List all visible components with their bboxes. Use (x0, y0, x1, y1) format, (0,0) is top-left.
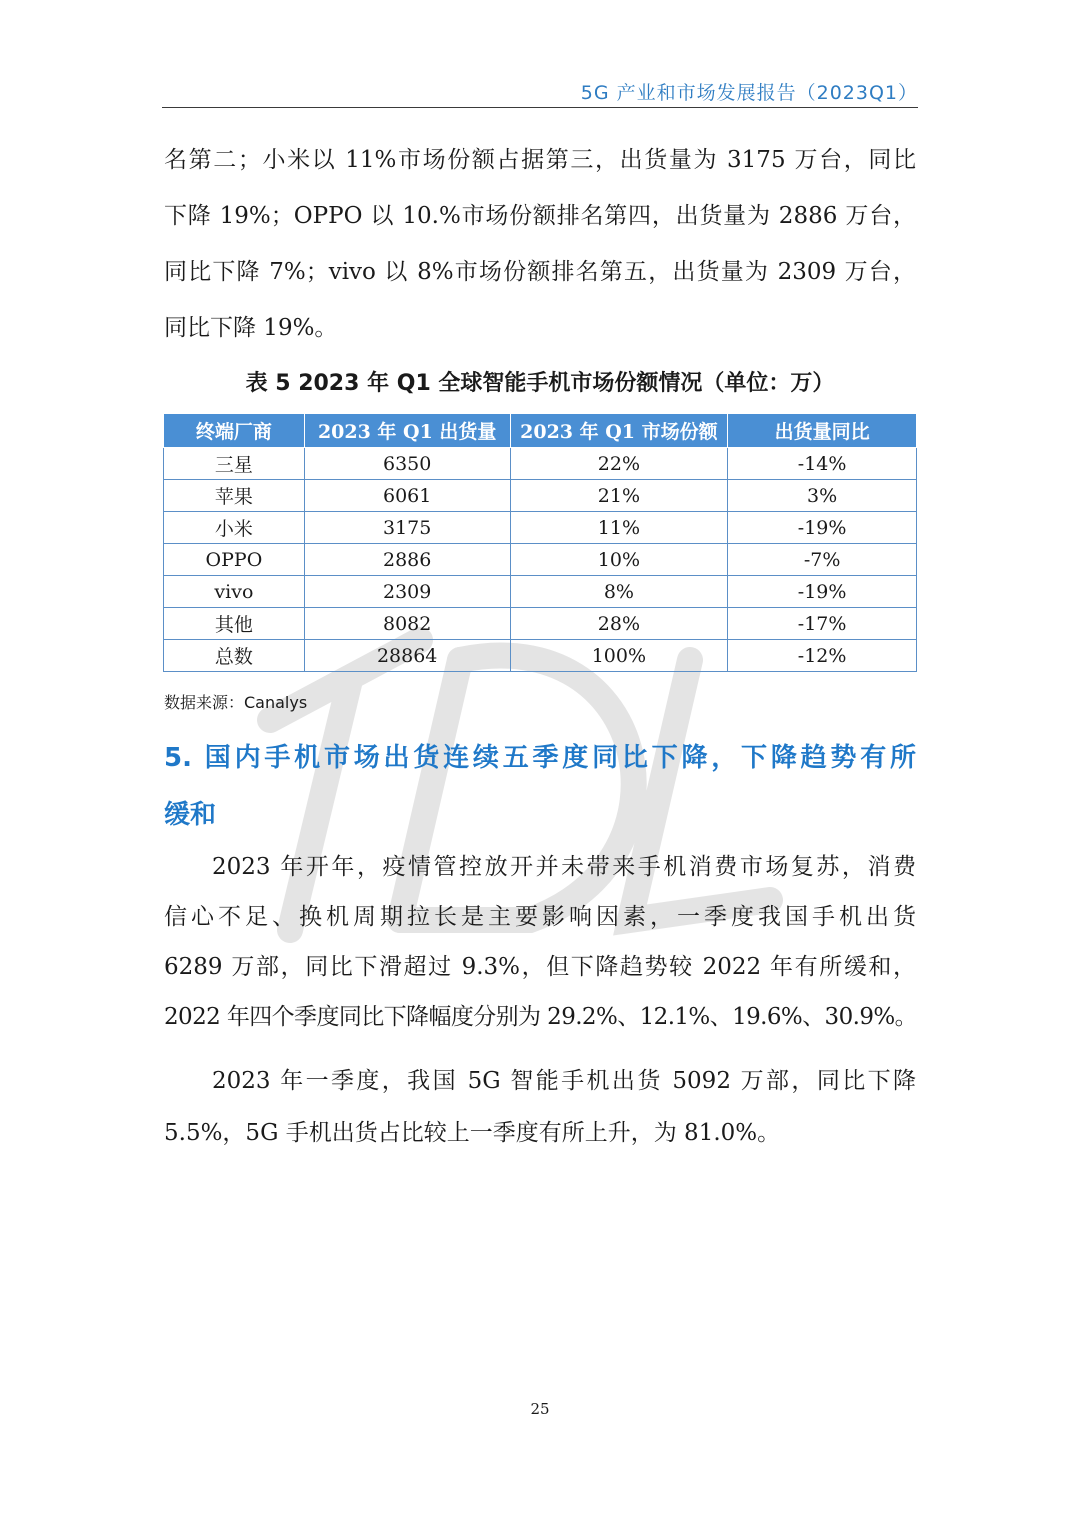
section-heading-line: 5. 国内手机市场出货连续五季度同比下降，下降趋势有所 (164, 743, 916, 773)
cell-share: 28% (510, 608, 728, 640)
section-heading-line: 缓和 (164, 800, 217, 830)
header-shipments: 2023 年 Q1 出货量 (304, 414, 510, 448)
body-paragraph-2 (164, 1055, 916, 1159)
table-row (164, 544, 917, 576)
cell-vendor: 小米 (164, 512, 305, 544)
intro-paragraph (164, 132, 916, 356)
text-line: 2023 年开年，疫情管控放开并未带来手机消费市场复苏，消费 (212, 854, 916, 880)
cell-vendor: 其他 (164, 608, 305, 640)
cell-yoy: -19% (728, 512, 917, 544)
cell-yoy: -12% (728, 640, 917, 672)
cell-vendor: vivo (164, 576, 305, 608)
cell-yoy: -14% (728, 448, 917, 480)
cell-yoy: -17% (728, 608, 917, 640)
cell-shipments: 2886 (304, 544, 510, 576)
table-header-row (164, 414, 917, 448)
section-heading (164, 730, 916, 844)
table-row (164, 512, 917, 544)
cell-share: 100% (510, 640, 728, 672)
cell-share: 22% (510, 448, 728, 480)
cell-shipments: 3175 (304, 512, 510, 544)
text-line: 信心不足、换机周期拉长是主要影响因素，一季度我国手机出货 (164, 904, 916, 930)
cell-share: 21% (510, 480, 728, 512)
cell-yoy: -7% (728, 544, 917, 576)
cell-shipments: 2309 (304, 576, 510, 608)
text-line: 6289 万部，同比下滑超过 9.3%，但下降趋势较 2022 年有所缓和， (164, 954, 916, 980)
cell-yoy: 3% (728, 480, 917, 512)
page-number: 25 (530, 1400, 550, 1418)
text-line: 名第二；小米以 11%市场份额占据第三，出货量为 3175 万台，同比 (164, 147, 916, 173)
header-divider (162, 107, 918, 108)
cell-yoy: -19% (728, 576, 917, 608)
table-row (164, 480, 917, 512)
report-header-title: 5G 产业和市场发展报告（2023Q1） (580, 82, 918, 104)
table-row (164, 640, 917, 672)
cell-vendor: 总数 (164, 640, 305, 672)
cell-share: 11% (510, 512, 728, 544)
table-row (164, 576, 917, 608)
cell-share: 10% (510, 544, 728, 576)
header-vendor: 终端厂商 (164, 414, 305, 448)
text-line: 下降 19%；OPPO 以 10.%市场份额排名第四，出货量为 2886 万台， (164, 203, 916, 229)
market-share-table (163, 413, 917, 672)
cell-shipments: 28864 (304, 640, 510, 672)
text-line: 同比下降 7%；vivo 以 8%市场份额排名第五，出货量为 2309 万台， (164, 259, 916, 285)
table-row (164, 448, 917, 480)
body-paragraph-1 (164, 842, 916, 1042)
cell-share: 8% (510, 576, 728, 608)
table-row (164, 608, 917, 640)
cell-vendor: 三星 (164, 448, 305, 480)
text-line: 5.5%，5G 手机出货占比较上一季度有所上升，为 81.0%。 (164, 1120, 781, 1146)
header-yoy: 出货量同比 (728, 414, 917, 448)
cell-shipments: 6061 (304, 480, 510, 512)
cell-shipments: 8082 (304, 608, 510, 640)
text-line: 2023 年一季度，我国 5G 智能手机出货 5092 万部，同比下降 (212, 1068, 916, 1094)
cell-shipments: 6350 (304, 448, 510, 480)
data-source-note: 数据来源：Canalys (164, 693, 308, 712)
cell-vendor: OPPO (164, 544, 305, 576)
header-market-share: 2023 年 Q1 市场份额 (510, 414, 728, 448)
text-line: 同比下降 19%。 (164, 315, 338, 341)
table-caption: 表 5 2023 年 Q1 全球智能手机市场份额情况（单位：万） (245, 371, 835, 396)
text-line: 2022 年四个季度同比下降幅度分别为 29.2%、12.1%、19.6%、30.9%。 (164, 1004, 918, 1030)
cell-vendor: 苹果 (164, 480, 305, 512)
